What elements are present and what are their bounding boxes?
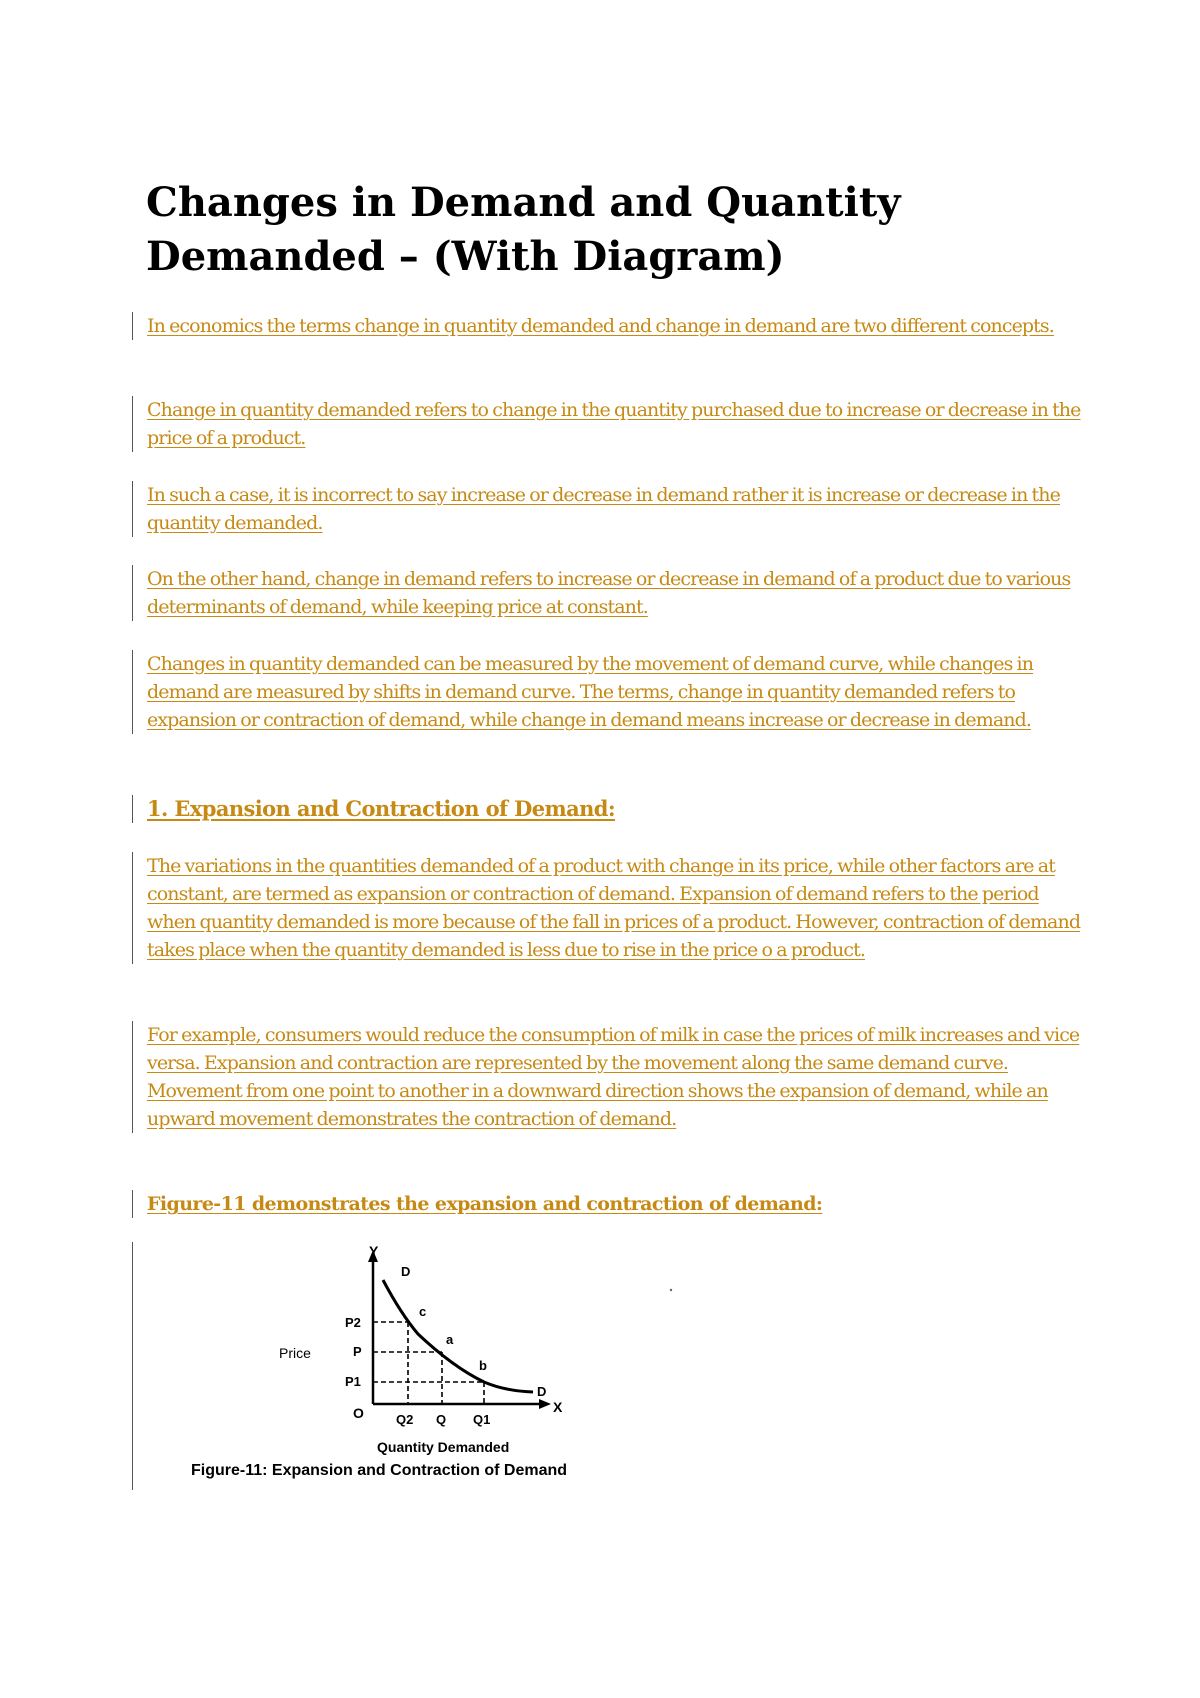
point-a-label: a	[446, 1332, 454, 1347]
point-c-label: c	[419, 1304, 427, 1319]
paragraph-link[interactable]: Changes in quantity demanded can be measured by the movement of demand curve, while changes in demand are measured by shifts in demand curve. The terms, change in quantity demanded refers to expansion or contraction of demand, while change in demand means increase or decrease in demand.	[147, 653, 1034, 731]
curve-label-end: D	[537, 1384, 547, 1399]
paragraph-block-3	[132, 481, 1082, 537]
point-b-label: b	[479, 1358, 487, 1373]
paragraph-block-1	[132, 312, 1082, 340]
price-axis-title: Price	[279, 1345, 311, 1361]
paragraph-block-2	[132, 396, 1082, 452]
paragraph-block-5	[132, 650, 1082, 734]
x-axis-label: X	[553, 1399, 563, 1415]
paragraph-link[interactable]: On the other hand, change in demand refers to increase or decrease in demand of a product due to various determinants of demand, while keeping price at constant.	[147, 568, 1071, 618]
tick-p1: P1	[345, 1374, 361, 1389]
tick-p2: P2	[345, 1315, 361, 1330]
tick-p: P	[353, 1344, 362, 1359]
demand-curve	[383, 1280, 533, 1392]
figure-intro-block	[132, 1190, 1082, 1218]
paragraph-link[interactable]: In such a case, it is incorrect to say increase or decrease in demand rather it is increase or decrease in the quantity demanded.	[147, 484, 1060, 534]
paragraph-link[interactable]: The variations in the quantities demanded of a product with change in its price, while other factors are at constant, are termed as expansion or contraction of demand. Expansion of demand refers to the period when quantity demanded is more because of the fall in prices of a product. However, contraction of demand takes place when the quantity demanded is less due to rise in the price o a product.	[147, 855, 1081, 961]
tick-q: Q	[436, 1412, 447, 1427]
section-heading-block	[132, 795, 1082, 823]
quantity-axis-title: Quantity Demanded	[377, 1439, 510, 1455]
section-heading[interactable]: 1. Expansion and Contraction of Demand:	[147, 796, 616, 821]
paragraph-block-4	[132, 565, 1082, 621]
figure-caption: Figure-11: Expansion and Contraction of Demand	[191, 1462, 568, 1479]
page-title: Changes in Demand and Quantity Demanded – (With Diagram)	[146, 179, 901, 280]
paragraph-block-6	[132, 852, 1082, 964]
paragraph-link[interactable]: For example, consumers would reduce the consumption of milk in case the prices of milk increases and vice versa. Expansion and contraction are represented by the movement along the same demand curve. Movement from one point to another in a downward direction shows the expansion of demand, while an upward movement demonstrates the contraction of demand.	[147, 1024, 1080, 1130]
demand-curve-diagram	[133, 1242, 713, 1490]
figure-container	[132, 1242, 713, 1490]
figure-intro[interactable]: Figure-11 demonstrates the expansion and contraction of demand:	[147, 1193, 823, 1215]
tick-q1: Q1	[473, 1412, 491, 1427]
paragraph-block-7	[132, 1021, 1082, 1133]
speck	[670, 1289, 672, 1291]
x-axis-arrow-icon	[539, 1399, 551, 1409]
tick-q2: Q2	[396, 1412, 414, 1427]
origin-label: O	[353, 1405, 364, 1421]
paragraph-link[interactable]: In economics the terms change in quantity demanded and change in demand are two different concepts.	[147, 315, 1054, 337]
curve-label-top: D	[401, 1264, 411, 1279]
y-axis-label: Y	[369, 1243, 379, 1259]
paragraph-link[interactable]: Change in quantity demanded refers to change in the quantity purchased due to increase or decrease in the price of a product.	[147, 399, 1081, 449]
